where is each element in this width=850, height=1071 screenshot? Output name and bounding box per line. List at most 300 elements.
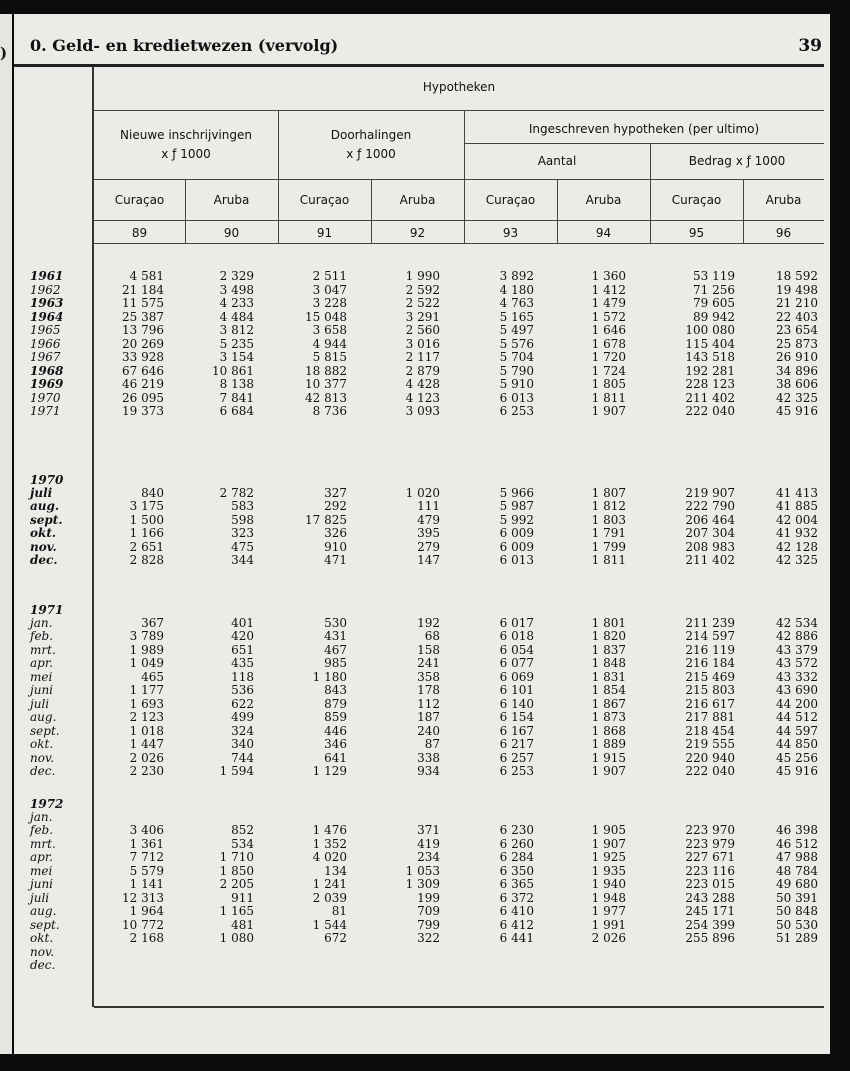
table-cell: 3 812: [219, 323, 254, 337]
table-cell: 3 047: [312, 282, 347, 297]
table-cell: 1 799: [591, 539, 626, 554]
table-cell: 327: [324, 485, 347, 500]
table-cell: 5 790: [499, 363, 534, 378]
left-page-edge: [0, 14, 12, 1054]
row-label: mrt.: [30, 642, 56, 657]
table-cell: 1 889: [591, 737, 626, 751]
table-cell: 46 398: [776, 823, 818, 837]
header-ingeschreven: Ingeschreven hypotheken (per ultimo): [528, 122, 760, 136]
table-cell: 6 009: [499, 539, 534, 554]
table-cell: 843: [324, 683, 347, 697]
header-aantal: Aantal: [537, 154, 577, 168]
table-cell: 208 983: [685, 539, 735, 554]
table-cell: 219 907: [685, 485, 735, 500]
table-cell: 1 811: [591, 390, 626, 405]
table-cell: 33 928: [122, 350, 164, 364]
table-cell: 1 309: [405, 877, 440, 891]
table-cell: 41 932: [776, 526, 818, 540]
table-cell: 46 219: [122, 377, 164, 391]
table-cell: 81: [331, 904, 347, 918]
header-doorhalingen-line2: x ƒ 1000: [346, 147, 396, 161]
row-label: jan.: [30, 615, 53, 630]
table-cell: 499: [231, 710, 254, 724]
table-cell: 2 592: [405, 282, 440, 297]
header-rule-3: [94, 179, 824, 180]
table-cell: 4 180: [499, 282, 534, 297]
table-cell: 622: [231, 696, 254, 711]
table-cell: 211 402: [685, 390, 735, 405]
row-label: mei: [30, 863, 53, 878]
table-cell: 79 605: [693, 296, 735, 310]
row-label: mrt.: [30, 836, 56, 851]
table-cell: 395: [417, 526, 440, 540]
table-cell: 219 555: [685, 737, 735, 751]
table-cell: 43 379: [776, 642, 818, 657]
table-cell: 4 233: [219, 296, 254, 310]
table-cell: 1 241: [312, 877, 347, 891]
table-cell: 42 813: [305, 390, 347, 405]
row-label: 1963: [30, 296, 64, 310]
table-cell: 42 325: [776, 390, 818, 405]
section-year-label: 1971: [30, 603, 64, 617]
row-label: jan.: [30, 809, 53, 824]
table-cell: 1 801: [591, 615, 626, 630]
table-cell: 1 791: [591, 526, 626, 540]
table-cell: 227 671: [685, 850, 735, 864]
table-cell: 371: [417, 823, 440, 837]
table-cell: 118: [231, 669, 254, 684]
table-cell: 223 979: [685, 836, 735, 851]
table-cell: 481: [231, 917, 254, 932]
table-cell: 45 916: [776, 404, 818, 418]
table-cell: 6 140: [499, 696, 534, 711]
col-number-92: 92: [409, 226, 426, 240]
table-cell: 51 289: [776, 931, 818, 945]
table-cell: 71 256: [693, 282, 735, 297]
table-cell: 4 484: [219, 309, 254, 324]
table-cell: 4 944: [312, 336, 347, 351]
table-cell: 1 915: [591, 750, 626, 765]
row-label: 1968: [30, 363, 64, 378]
table-cell: 15 048: [305, 309, 347, 324]
table-cell: 223 116: [685, 863, 735, 878]
col-number-91: 91: [316, 226, 333, 240]
header-bedrag: Bedrag x ƒ 1000: [688, 154, 786, 168]
table-cell: 1 873: [591, 710, 626, 724]
table-cell: 419: [417, 836, 440, 851]
table-cell: 1 925: [591, 850, 626, 864]
table-cell: 1 476: [312, 823, 347, 837]
table-cell: 89 942: [693, 309, 735, 324]
table-cell: 214 597: [685, 629, 735, 643]
col-number-94: 94: [595, 226, 612, 240]
table-cell: 48 784: [776, 863, 818, 878]
table-cell: 18 592: [776, 269, 818, 283]
table-cell: 1 807: [591, 485, 626, 500]
table-cell: 446: [324, 723, 347, 738]
table-cell: 223 015: [685, 877, 735, 891]
row-label: juni: [30, 877, 54, 891]
header-doorhalingen-line1: Doorhalingen: [330, 128, 412, 142]
table-cell: 8 736: [312, 404, 347, 418]
table-cell: 1 991: [591, 917, 626, 932]
row-label: feb.: [30, 823, 54, 837]
table-cell: 1 678: [591, 336, 626, 351]
table-cell: 44 200: [776, 696, 818, 711]
row-label: dec.: [30, 958, 56, 972]
table-cell: 222 040: [685, 764, 735, 778]
table-cell: 799: [417, 917, 440, 932]
table-cell: 6 013: [499, 390, 534, 405]
table-cell: 50 530: [776, 917, 818, 932]
table-cell: 530: [324, 615, 347, 630]
table-cell: 115 404: [685, 336, 735, 351]
table-cell: 5 987: [499, 499, 534, 513]
table-cell: 3 228: [312, 296, 347, 310]
table-cell: 2 117: [405, 350, 440, 364]
left-margin-char: ): [0, 44, 8, 62]
table-cell: 2 039: [312, 890, 347, 905]
table-cell: 7 841: [219, 390, 254, 405]
row-label: 1967: [30, 350, 61, 364]
col-header-96: Aruba: [765, 193, 802, 207]
table-cell: 220 940: [685, 750, 735, 765]
table-cell: 216 119: [685, 642, 735, 657]
table-cell: 243 288: [685, 890, 735, 905]
table-cell: 467: [324, 642, 347, 657]
table-cell: 2 230: [129, 764, 164, 778]
col-header-94: Aruba: [585, 193, 622, 207]
table-cell: 192: [417, 615, 440, 630]
table-cell: 6 253: [499, 764, 534, 778]
table-cell: 322: [417, 931, 440, 945]
table-cell: 1 500: [129, 512, 164, 527]
row-label: 1965: [30, 323, 61, 337]
row-label: feb.: [30, 629, 54, 643]
table-cell: 367: [141, 615, 164, 630]
col-header-93: Curaçao: [485, 193, 536, 207]
table-cell: 19 373: [122, 404, 164, 418]
row-label: 1971: [30, 404, 61, 418]
table-cell: 2 651: [129, 539, 164, 554]
table-cell: 4 763: [499, 296, 534, 310]
table-cell: 1 693: [129, 696, 164, 711]
row-label: juli: [30, 485, 53, 500]
table-cell: 234: [417, 850, 440, 864]
table-cell: 6 069: [499, 669, 534, 684]
table-cell: 279: [417, 539, 440, 554]
table-cell: 2 522: [405, 296, 440, 310]
table-cell: 358: [417, 669, 440, 684]
table-cell: 1 544: [312, 917, 347, 932]
row-label: apr.: [30, 850, 54, 864]
table-cell: 344: [231, 553, 254, 567]
table-cell: 255 896: [685, 931, 735, 945]
table-cell: 1 805: [591, 377, 626, 391]
table-cell: 1 803: [591, 512, 626, 527]
table-cell: 42 886: [776, 629, 818, 643]
table-cell: 324: [231, 723, 254, 738]
table-cell: 3 291: [405, 309, 440, 324]
table-cell: 43 690: [776, 683, 818, 697]
table-cell: 1 018: [129, 723, 164, 738]
table-cell: 134: [324, 863, 347, 878]
table-cell: 216 184: [685, 656, 735, 670]
table-cell: 6 054: [499, 642, 534, 657]
table-cell: 42 325: [776, 553, 818, 567]
table-cell: 6 154: [499, 710, 534, 724]
table-cell: 5 815: [312, 350, 347, 364]
table-cell: 1 812: [591, 499, 626, 513]
table-cell: 43 572: [776, 656, 818, 670]
table-cell: 38 606: [776, 377, 818, 391]
header-hypotheken: Hypotheken: [422, 80, 496, 94]
row-label: okt.: [30, 737, 54, 751]
table-cell: 2 828: [129, 553, 164, 567]
table-cell: 26 910: [776, 350, 818, 364]
table-cell: 147: [417, 553, 440, 567]
table-cell: 1 964: [129, 904, 164, 918]
table-cell: 45 916: [776, 764, 818, 778]
table-cell: 5 235: [219, 336, 254, 351]
col-header-89: Curaçao: [114, 193, 165, 207]
row-label: 1962: [30, 282, 61, 297]
table-cell: 218 454: [685, 723, 735, 738]
table-cell: 598: [231, 512, 254, 527]
table-cell: 536: [231, 683, 254, 697]
table-cell: 6 257: [499, 750, 534, 765]
table-cell: 641: [324, 750, 347, 765]
table-cell: 211 402: [685, 553, 735, 567]
row-label: juli: [30, 696, 50, 711]
table-cell: 879: [324, 696, 347, 711]
table-cell: 6 101: [499, 683, 534, 697]
row-label: apr.: [30, 656, 54, 670]
table-cell: 6 365: [499, 877, 534, 891]
table-cell: 1 905: [591, 823, 626, 837]
table-cell: 217 881: [685, 710, 735, 724]
table-cell: 6 410: [499, 904, 534, 918]
table-cell: 11 575: [122, 296, 164, 310]
table-cell: 2 205: [219, 877, 254, 891]
table-cell: 1 020: [405, 485, 440, 500]
table-cell: 3 406: [129, 823, 164, 837]
table-cell: 50 391: [776, 890, 818, 905]
table-cell: 68: [424, 629, 440, 643]
table-cell: 4 123: [405, 390, 440, 405]
table-cell: 6 441: [499, 931, 534, 945]
table-cell: 7 712: [129, 850, 164, 864]
col-header-91: Curaçao: [299, 193, 350, 207]
table-cell: 3 093: [405, 404, 440, 418]
table-cell: 583: [231, 499, 254, 513]
table-cell: 22 403: [776, 309, 818, 324]
table-cell: 1 977: [591, 904, 626, 918]
table-cell: 43 332: [776, 669, 818, 684]
table-cell: 46 512: [776, 836, 818, 851]
table-cell: 49 680: [776, 877, 818, 891]
row-label: mei: [30, 669, 53, 684]
table-cell: 21 210: [776, 296, 818, 310]
page-number: 39: [798, 36, 822, 56]
page-title: 0. Geld- en kredietwezen (vervolg): [30, 36, 339, 55]
table-cell: 1 907: [591, 404, 626, 418]
table-cell: 44 597: [776, 723, 818, 738]
table-cell: 223 970: [685, 823, 735, 837]
row-label: 1969: [30, 377, 64, 391]
table-cell: 34 896: [776, 363, 818, 378]
row-label: 1964: [30, 309, 64, 324]
table-cell: 1 129: [312, 764, 347, 778]
table-cell: 672: [324, 931, 347, 945]
table-cell: 6 018: [499, 629, 534, 643]
table-cell: 215 469: [685, 669, 735, 684]
table-cell: 1 177: [129, 683, 164, 697]
table-cell: 1 854: [591, 683, 626, 697]
table-cell: 112: [417, 696, 440, 711]
table-cell: 1 868: [591, 723, 626, 738]
table-cell: 911: [231, 890, 254, 905]
table-cell: 45 256: [776, 750, 818, 765]
table-cell: 431: [324, 629, 347, 643]
document-page: [14, 14, 830, 1054]
section-year-label: 1972: [30, 797, 64, 811]
row-label: aug.: [30, 710, 57, 724]
table-cell: 6 372: [499, 890, 534, 905]
table-cell: 859: [324, 710, 347, 724]
table-cell: 216 617: [685, 696, 735, 711]
row-label: okt.: [30, 526, 57, 540]
table-cell: 338: [417, 750, 440, 765]
table-cell: 709: [417, 904, 440, 918]
table-cell: 1 940: [591, 877, 626, 891]
header-rule-1: [94, 110, 824, 111]
table-cell: 6 009: [499, 526, 534, 540]
table-cell: 5 576: [499, 336, 534, 351]
label-column-rule: [92, 67, 94, 1007]
col-header-95: Curaçao: [671, 193, 722, 207]
table-cell: 158: [417, 642, 440, 657]
table-cell: 5 579: [129, 863, 164, 878]
table-cell: 2 879: [405, 363, 440, 378]
table-cell: 6 260: [499, 836, 534, 851]
col-header-90: Aruba: [213, 193, 250, 207]
table-cell: 18 882: [305, 363, 347, 378]
table-cell: 111: [417, 499, 440, 513]
table-cell: 6 350: [499, 863, 534, 878]
table-cell: 1 989: [129, 642, 164, 657]
table-cell: 1 811: [591, 553, 626, 567]
row-label: aug.: [30, 904, 57, 918]
col-header-92: Aruba: [399, 193, 436, 207]
table-cell: 3 154: [219, 350, 254, 364]
table-cell: 292: [324, 499, 347, 513]
table-cell: 2 782: [219, 485, 254, 500]
table-cell: 1 180: [312, 669, 347, 684]
table-cell: 50 848: [776, 904, 818, 918]
table-cell: 1 848: [591, 656, 626, 670]
table-cell: 651: [231, 642, 254, 657]
row-label: okt.: [30, 931, 54, 945]
row-label: 1966: [30, 336, 61, 351]
table-cell: 4 020: [312, 850, 347, 864]
table-cell: 6 167: [499, 723, 534, 738]
table-cell: 10 861: [212, 363, 254, 378]
table-cell: 23 654: [776, 323, 818, 337]
table-cell: 41 885: [776, 499, 818, 513]
row-label: sept.: [30, 512, 63, 527]
table-cell: 25 387: [122, 309, 164, 324]
table-cell: 5 497: [499, 323, 534, 337]
table-cell: 1 907: [591, 764, 626, 778]
table-cell: 5 704: [499, 350, 534, 364]
table-cell: 1 724: [591, 363, 626, 378]
row-label: 1961: [30, 269, 64, 283]
table-cell: 1 412: [591, 282, 626, 297]
col-number-95: 95: [688, 226, 705, 240]
table-cell: 67 646: [122, 363, 164, 378]
row-label: nov.: [30, 539, 57, 554]
table-cell: 1 935: [591, 863, 626, 878]
table-cell: 1 990: [405, 269, 440, 283]
table-cell: 228 123: [685, 377, 735, 391]
table-cell: 6 284: [499, 850, 534, 864]
table-cell: 1 820: [591, 629, 626, 643]
row-label: 1970: [30, 390, 61, 405]
table-cell: 2 329: [219, 269, 254, 283]
table-cell: 222 790: [685, 499, 735, 513]
table-cell: 44 512: [776, 710, 818, 724]
table-cell: 10 377: [305, 377, 347, 391]
table-cell: 187: [417, 710, 440, 724]
table-cell: 1 080: [219, 931, 254, 945]
row-label: sept.: [30, 723, 60, 738]
table-cell: 1 907: [591, 836, 626, 851]
table-cell: 1 479: [591, 296, 626, 310]
table-cell: 1 948: [591, 890, 626, 905]
table-cell: 3 016: [405, 336, 440, 351]
table-cell: 215 803: [685, 683, 735, 697]
row-label: juni: [30, 683, 54, 697]
table-cell: 346: [324, 737, 347, 751]
row-label: sept.: [30, 917, 60, 932]
table-cell: 840: [141, 485, 164, 500]
table-cell: 3 175: [129, 499, 164, 513]
row-label: dec.: [30, 764, 56, 778]
table-cell: 42 128: [776, 539, 818, 554]
table-cell: 1 361: [129, 836, 164, 851]
table-cell: 3 658: [312, 323, 347, 337]
bottom-rule: [94, 1006, 824, 1008]
table-cell: 41 413: [776, 485, 818, 500]
table-cell: 1 867: [591, 696, 626, 711]
table-cell: 8 138: [219, 377, 254, 391]
table-cell: 143 518: [685, 350, 735, 364]
row-label: juli: [30, 890, 50, 905]
table-cell: 1 049: [129, 656, 164, 670]
table-cell: 1 710: [219, 850, 254, 864]
table-cell: 6 412: [499, 917, 534, 932]
table-cell: 6 013: [499, 553, 534, 567]
table-cell: 465: [141, 669, 164, 684]
table-cell: 21 184: [122, 282, 164, 297]
table-cell: 1 166: [129, 526, 164, 540]
table-cell: 3 892: [499, 269, 534, 283]
table-cell: 42 534: [776, 615, 818, 630]
table-cell: 87: [424, 737, 440, 751]
header-rule-5: [94, 243, 824, 244]
table-cell: 2 560: [405, 323, 440, 337]
